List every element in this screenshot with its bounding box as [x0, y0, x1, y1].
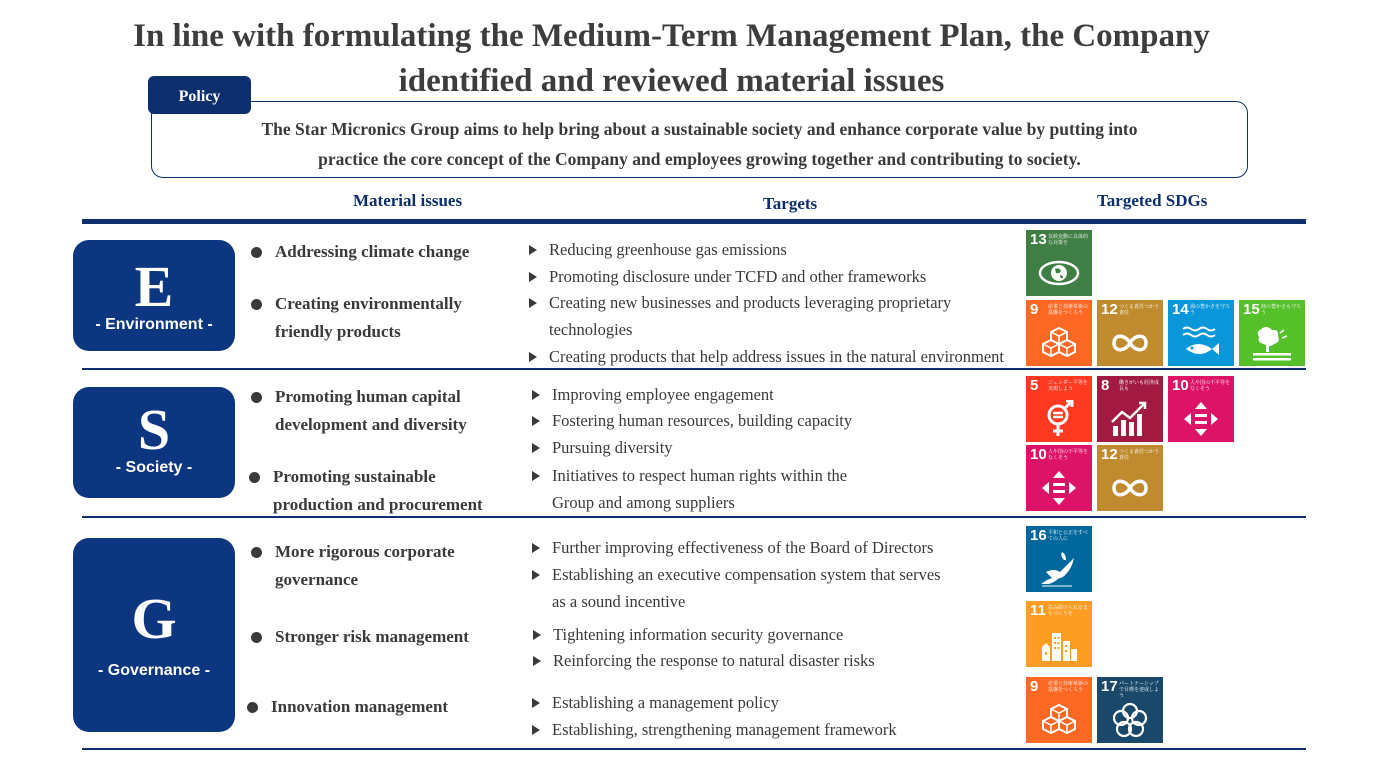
society-label: - Society - [115, 459, 193, 476]
sdg-number: 12 [1101, 301, 1118, 318]
sdg-number: 9 [1030, 678, 1039, 695]
gender-icon [1038, 400, 1080, 438]
infinity-icon [1109, 324, 1151, 362]
sdg-15-tile [1239, 300, 1305, 366]
target-s-3: Pursuing diversity [552, 434, 673, 461]
sdg-caption: 働きがいも経済成長も [1119, 380, 1160, 392]
policy-line-1: The Star Micronics Group aims to help bring about a sustainable society and enhance corporate value by putting into [261, 119, 1138, 139]
sdg-number: 12 [1101, 446, 1118, 463]
title-line-2: identified and reviewed material issues [398, 63, 945, 99]
sdg-caption: 人や国の不平等をなくそう [1048, 449, 1089, 461]
sdg-number: 5 [1030, 377, 1039, 394]
target-g-1: Further improving effectiveness of the Board of Directors [552, 534, 933, 561]
equality-icon [1038, 469, 1080, 507]
sdg-number: 15 [1243, 301, 1260, 318]
sdg-16-tile [1026, 526, 1092, 592]
bullet-icon [251, 247, 262, 258]
target-s-1: Improving employee engagement [552, 381, 774, 408]
society-letter: S [137, 397, 171, 462]
sdg-12-tile [1097, 445, 1163, 511]
issue-risk-management: Stronger risk management [275, 623, 469, 651]
issue-climate-change: Addressing climate change [275, 238, 469, 266]
arrow-icon [532, 570, 540, 580]
target-e-2: Promoting disclosure under TCFD and other frameworks [549, 263, 926, 290]
sdg-17-tile [1097, 677, 1163, 743]
policy-text [163, 114, 1236, 174]
sdg-number: 8 [1101, 377, 1110, 394]
environment-letter: E [134, 254, 174, 319]
target-e-4: Creating products that help address issues in the natural environment [549, 343, 1004, 370]
environment-badge [73, 240, 235, 351]
sdg-8-tile [1097, 376, 1163, 442]
sdg-9-tile [1026, 300, 1092, 366]
sdg-11-tile [1026, 601, 1092, 667]
bullet-icon [251, 299, 262, 310]
fish-icon [1180, 324, 1222, 362]
governance-letter: G [131, 586, 177, 651]
sdg-caption: つくる責任つかう責任 [1119, 304, 1160, 316]
arrow-icon [532, 698, 540, 708]
sdg-caption: 住み続けられるまちづくりを [1048, 605, 1089, 617]
sdg-caption: 海の豊かさを守ろう [1190, 304, 1231, 316]
sdg-caption: ジェンダー平等を実現しよう [1048, 380, 1088, 392]
city-icon [1038, 625, 1080, 663]
section-divider-s [82, 516, 1306, 518]
sdg-caption: 気候変動に具体的な対策を [1048, 234, 1089, 246]
arrow-icon [529, 272, 537, 282]
target-e-1: Reducing greenhouse gas emissions [549, 236, 787, 263]
bullet-icon [251, 547, 262, 558]
header-rule [82, 219, 1306, 224]
header-targeted-sdgs: Targeted SDGs [1097, 191, 1208, 210]
sdg-number: 11 [1030, 602, 1046, 619]
bullet-icon [247, 702, 258, 713]
arrow-icon [529, 298, 537, 308]
arrow-icon [529, 245, 537, 255]
arrow-icon [532, 416, 540, 426]
sdg-9-tile [1026, 677, 1092, 743]
arrow-icon [529, 352, 537, 362]
sdg-number: 10 [1030, 446, 1047, 463]
governance-label: - Governance - [97, 662, 211, 679]
target-s-4: Initiatives to respect human rights within the Group and among suppliers [552, 462, 847, 516]
target-e-3: Creating new businesses and products leveraging proprietary technologies [549, 289, 951, 343]
header-material-issues: Material issues [353, 191, 463, 210]
infinity-icon [1109, 469, 1151, 507]
sdg-caption: 産業と技術革新の基盤をつくろう [1048, 681, 1089, 693]
target-g-2: Establishing an executive compensation system that serves as a sound incentive [552, 561, 941, 615]
bullet-icon [249, 472, 260, 483]
arrow-icon [533, 656, 541, 666]
arrow-icon [532, 543, 540, 553]
sdg-12-tile [1097, 300, 1163, 366]
sdg-caption: パートナーシップで目標を達成しよう [1119, 681, 1160, 699]
sdg-5-tile [1026, 376, 1092, 442]
arrow-icon [533, 630, 541, 640]
equality-icon [1180, 400, 1222, 438]
sdg-caption: 産業と技術革新の基盤をつくろう [1048, 304, 1089, 316]
sdg-caption: 人や国の不平等をなくそう [1190, 380, 1231, 392]
arrow-icon [532, 390, 540, 400]
sdg-caption: つくる責任つかう責任 [1119, 449, 1160, 461]
section-divider-g [82, 748, 1306, 750]
sdg-caption: 陸の豊かさも守ろう [1261, 304, 1302, 316]
sdg-number: 17 [1101, 678, 1118, 695]
sdg-10-tile [1026, 445, 1092, 511]
tree-icon [1251, 324, 1293, 362]
policy-tag: Policy [148, 76, 251, 114]
title-line-1: In line with formulating the Medium-Term Management Plan, the Company [133, 18, 1210, 54]
policy-line-2: practice the core concept of the Company and employees growing together and contributing to society. [318, 149, 1081, 169]
sdg-number: 13 [1030, 231, 1047, 248]
eye-globe-icon [1038, 254, 1080, 292]
sdg-number: 16 [1030, 527, 1047, 544]
target-s-2: Fostering human resources, building capacity [552, 407, 852, 434]
flower-icon [1109, 701, 1151, 739]
governance-badge [73, 538, 235, 732]
target-g-4: Reinforcing the response to natural disaster risks [553, 647, 875, 674]
issue-corporate-governance: More rigorous corporate governance [275, 538, 455, 594]
cubes-icon [1038, 701, 1080, 739]
sdg-number: 10 [1172, 377, 1189, 394]
arrow-icon [532, 443, 540, 453]
cubes-icon [1038, 324, 1080, 362]
growth-chart-icon [1109, 400, 1151, 438]
target-g-5: Establishing a management policy [552, 689, 779, 716]
issue-innovation-management: Innovation management [271, 693, 448, 721]
issue-human-capital: Promoting human capital development and diversity [275, 383, 467, 439]
issue-eco-products: Creating environmentally friendly products [275, 290, 462, 346]
target-g-3: Tightening information security governance [553, 621, 843, 648]
bullet-icon [251, 632, 262, 643]
society-badge [73, 387, 235, 498]
sdg-14-tile [1168, 300, 1234, 366]
sdg-number: 14 [1172, 301, 1189, 318]
bullet-icon [251, 392, 262, 403]
sdg-caption: 平和と公正をすべての人に [1048, 530, 1088, 542]
sdg-10-tile [1168, 376, 1234, 442]
issue-sustainable-procurement: Promoting sustainable production and procurement [273, 463, 483, 519]
dove-icon [1038, 550, 1080, 588]
sdg-13-tile [1026, 230, 1092, 296]
header-targets: Targets [763, 194, 818, 213]
environment-label: - Environment - [95, 316, 213, 333]
target-g-6: Establishing, strengthening management framework [552, 716, 897, 743]
sdg-number: 9 [1030, 301, 1039, 318]
arrow-icon [532, 725, 540, 735]
arrow-icon [532, 471, 540, 481]
